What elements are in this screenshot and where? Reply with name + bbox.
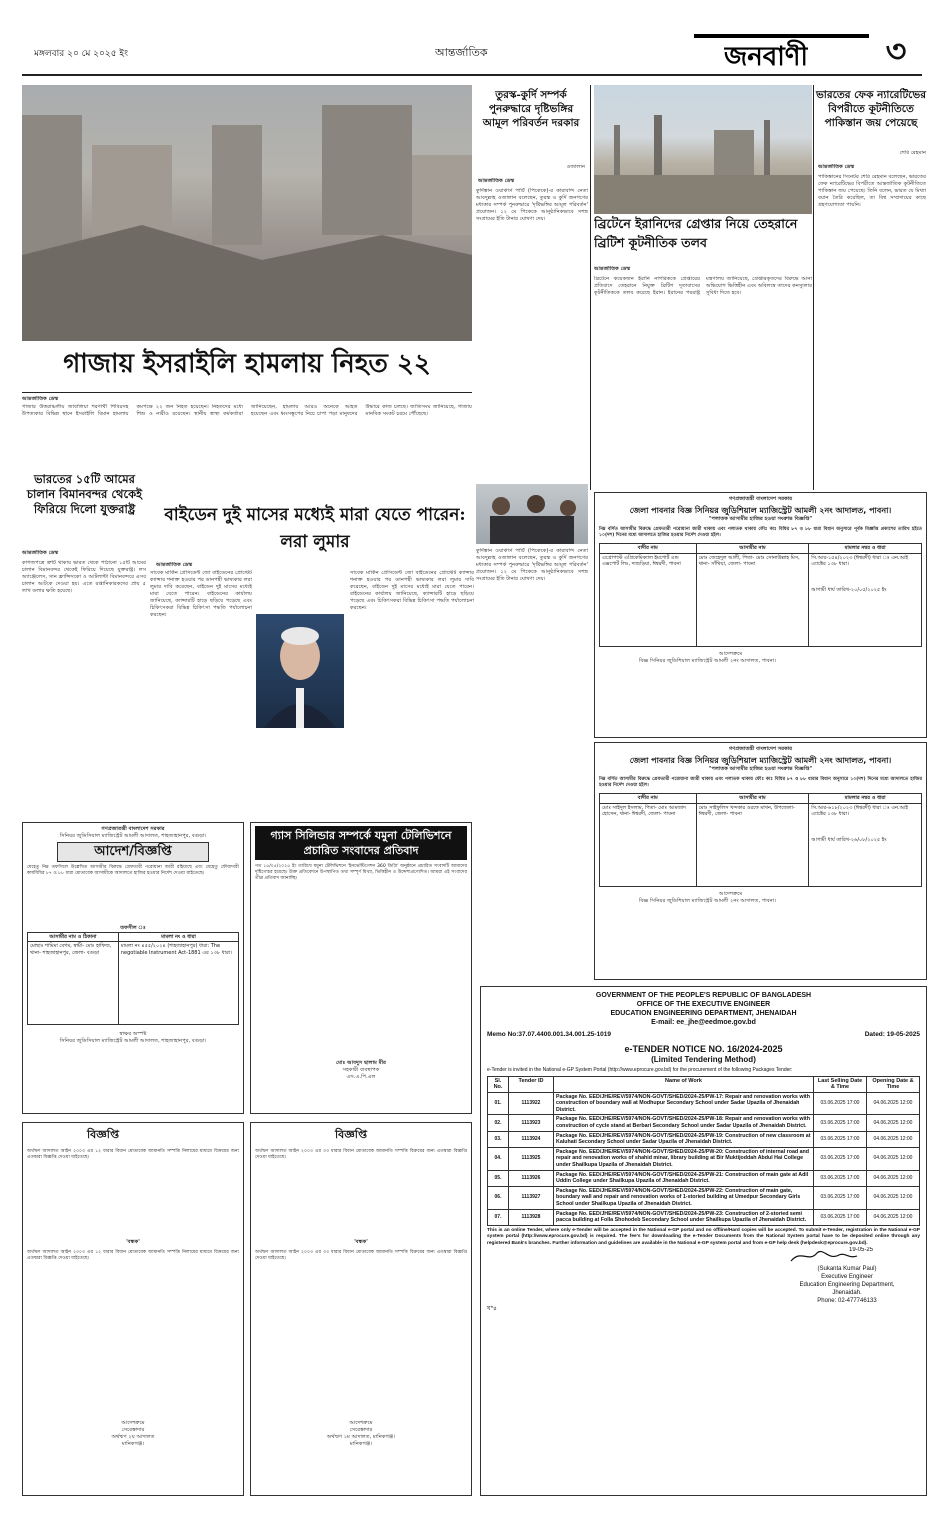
tender-table (487, 1076, 920, 1226)
mango-body: কাগজপত্রে ত্রুটি থাকায় ভারত থেকে পাঠানো ১৫টি আমের চালান বিমানবন্দর থেকেই ফিরিয়ে দিয়েছে যুক্তরাষ্ট্র। লস অ্যাঞ্জেলেস, সান ফ্রান্সিসকো ও আটলান্টা বিমানবন্দরে এসব চালান আটকে দেওয়া হয়। এতে রপ্তানিকারকদের প্রায় ৫ লাখ ডলার ক্ষতি হয়েছে। (22, 560, 146, 594)
court2-next-date: আগামী ধার্য তারিখ-২৬/০৮/২০২৫ ইং (811, 837, 887, 844)
tender-cell-open: 04.06.2025 12:00 (867, 1209, 920, 1225)
tender-email: E-mail: ee_jhe@eedmoe.gov.bd (651, 1019, 756, 1026)
mango-desk: আন্তর্জাতিক ডেস্ক (22, 550, 59, 556)
tender-cell-id: 1113922 (509, 1092, 554, 1115)
tender-cell-id: 1113927 (509, 1186, 554, 1209)
tender-sign-name: (Sukanta Kumar Paul) (817, 1266, 877, 1273)
gas-title: গ্যাস সিলিন্ডার সম্পর্কে যমুনা টেলিভিশনে প্রচারিত সংবাদের প্রতিবাদ (255, 826, 467, 860)
notice-left-table (27, 932, 239, 1025)
britain-body: ব্রিটেনে কয়েকজন ইরানি নাগরিককে গ্রেপ্তারের প্রতিবাদে তেহরানে নিযুক্ত ব্রিটিশ দূতাবাসের কূটনীতিককে তলব করেছে ইরান। ইরানের পররাষ্ট্র মন্ত্রণালয় জানিয়েছে, গ্রেপ্তারকৃতদের বিরুদ্ধে আনা অভিযোগ ভিত্তিহীন এবং অবিলম্বে তাদের কনস্যুলার সুবিধা দিতে হবে। (594, 276, 812, 296)
logo-text: জনবাণী (724, 42, 808, 70)
court2-body: নিম্ন বর্ণিত আসামীর বিরুদ্ধে গ্রেফতারী পরোয়ানা জারী থাকায় এবং পলাতক থাকায় ফৌঃ কাঃ বিধির ৮৭ ও ৮৮ ধারার বিধান অনুসারে ১০(দশ) দিনের মধ্যে আদালতে হাজির হওয়ার নির্দেশ দেওয়া হইল। (599, 777, 922, 789)
turkey-body: কুর্দিস্তান ওয়ার্কার্স পার্টি (পিকেকে)-র কারাবন্দি নেতা আবদুল্লাহ ওজালান বলেছেন, তুরস্ক ও কুর্দি জনগণের মধ্যকার সম্পর্ক পুনরুদ্ধারে 'দৃষ্টিভঙ্গির আমূল পরিবর্তন' প্রয়োজন। ১২ মে পিকেকে আনুষ্ঠানিকভাবে সশস্ত্র সংগ্রামের ইতি টানার ঘোষণা দেয়। (476, 188, 588, 222)
tender-row (488, 1131, 920, 1147)
refinery-image (594, 85, 812, 215)
bigyapti1-footer-2: সেরেস্তাদার (121, 1427, 145, 1433)
biden-photo (256, 614, 344, 728)
col-divider-2 (813, 85, 814, 490)
tender-cell-open: 04.06.2025 12:00 (867, 1115, 920, 1131)
biden-body-right: সাবেক মার্কিন প্রেসিডেন্ট জো বাইডেনের প্রোস্টেট ক্যান্সার শনাক্ত হওয়ার পর ডানপন্থী ভাষ্যকার লরা লুমার দাবি করেছেন, বাইডেন দুই মাসের মধ্যেই মারা যেতে পারেন। বাইডেনের কার্যালয় জানিয়েছে, ক্যান্সারটি হাড়ে ছড়িয়ে পড়েছে এবং চিকিৎসকরা বিভিন্ন চিকিৎসা পদ্ধতি পর্যালোচনা করছেন। (350, 570, 474, 611)
tender-row (488, 1209, 920, 1225)
tender-cell-sl: 05. (488, 1170, 509, 1186)
gaza-photo (22, 85, 472, 341)
court1-gov: গণপ্রজাতন্ত্রী বাংলাদেশ সরকার (728, 496, 793, 502)
tender-cell-sl: 01. (488, 1092, 509, 1115)
tender-cell-sl: 04. (488, 1147, 509, 1170)
court2-plaintiff: মোঃ সাইদুল ইসলাম, পিতা- মোঃ আমজাদ হোসেন, থানা- ঈশ্বরদী, জেলা- পাবনা (600, 803, 697, 886)
bigyapti1-footer-3: অর্থঋণ ২য় আদালত (111, 1434, 155, 1440)
court-notice-2 (594, 742, 927, 980)
tender-cell-open: 04.06.2025 12:00 (867, 1131, 920, 1147)
tender-sign-date: 19-05-25 (849, 1247, 874, 1254)
bigyapti2-footer-4: মানিকগঞ্জ। (349, 1441, 373, 1447)
tender-footnote: This is an online Tender, where only e-Tender will be accepted in the National e-GP portal and no offline/Hard copies will be accepted. To submit e-Tender, registration in the National e-GP system portal (http://www.eprocure.gov.bd) is required. The fee's for downloading the e-Tender Documents from the National System portal have to be deposited online through any registered Bank's branches. Further information and guidelines are available in the National e-GP system portal and from e-GP help desk (helpdesk@eprocure.gov.bd). (487, 1227, 920, 1246)
tender-cell-sell: 03.06.2025 17:00 (814, 1186, 867, 1209)
tender-row (488, 1115, 920, 1131)
court2-court: জেলা পাবনার বিজ্ঞ সিনিয়র জুডিশিয়াল ম্যাজিস্ট্রেট আমলী ২নং আদালত, পাবনা। (629, 756, 892, 765)
gas-sign-name: মোঃ আবদুস ছালাম মীর (336, 1060, 386, 1066)
gas-notice (250, 822, 472, 1114)
portrait-image (256, 614, 344, 728)
court2-table (599, 793, 922, 886)
court1-court: জেলা পাবনার বিজ্ঞ সিনিয়র জুডিশিয়াল ম্যাজিস্ট্রেট আমলী ২নং আদালত, পাবনা। (629, 506, 892, 515)
notice-left-title: আদেশ/বিজ্ঞপ্তি (57, 842, 209, 862)
turkey-headline: তুরস্ক-কুর্দি সম্পর্ক পুনরুদ্ধারে দৃষ্টিভঙ্গির আমূল পরিবর্তন দরকার (482, 89, 580, 129)
bigyapti1-body-2: অর্থঋণ আদালত আইন ২০০৩ এর ১২ ধারার বিধান মোতাবেক জামানতি সম্পত্তি নিলামের মাধ্যমে বিক্রয়ের জন্য এতদ্বারা বিজ্ঞপ্তি দেওয়া যাইতেছে। (27, 1250, 239, 1262)
court1-col-plaintiff: বাদীর নাম (600, 544, 697, 553)
bigyapti2-footer-1: আদেশক্রমে (349, 1420, 373, 1426)
tender-code: ঘ*৪ (487, 1306, 497, 1313)
court1-col-case: মামলার নম্বর ও ধারা (809, 544, 922, 553)
tender-notice (480, 986, 927, 1496)
tender-cell-sell: 03.06.2025 17:00 (814, 1092, 867, 1115)
court2-order: আদেশক্রমে (719, 890, 743, 897)
protest-photo (476, 484, 588, 544)
turkey-desk: আন্তর্জাতিক ডেস্ক (478, 178, 515, 184)
tender-col-header: Name of Work (554, 1077, 814, 1093)
tender-col-header: Opening Date & Time (867, 1077, 920, 1093)
tender-cell-sell: 03.06.2025 17:00 (814, 1170, 867, 1186)
court1-subtitle: "পলাতক আসামীর হাজির হওয়া সংক্রান্ত বিজ্ঞপ্তি" (708, 516, 813, 522)
tender-method: (Limited Tendering Method) (651, 1055, 756, 1064)
tender-cell-sl: 07. (488, 1209, 509, 1225)
notice-left-sign: স্বাক্ষর অস্পষ্ট (119, 1031, 147, 1038)
bigyapti1-footer-4: মানিকগঞ্জ। (121, 1441, 145, 1447)
notice-left-sign-office: সিনিয়র জুডিসিয়াল ম্যাজিস্ট্রেট আমলী আদালত, শাহজাহানপুর, বগুড়া। (59, 1038, 207, 1045)
court2-col-case: মামলার নম্বর ও ধারা (809, 794, 922, 803)
court1-next-date: আগামী ধার্য তারিখ-২০/০৫/২০২৫ ইং (811, 587, 887, 594)
notice-left-col-accused: আসামীর নাম ও ঠিকানা (28, 933, 119, 942)
tender-cell-sl: 06. (488, 1186, 509, 1209)
court2-case: সি.আর-৬১৮/২০২৩ (ঈশ্বরদী) ধারা ঃ এন.আই এ্যাক্টের ১৩৮ ধারা। (811, 804, 909, 817)
tender-cell-work: Package No. EED/JHE/REV/5974/NON-GOVT/SHED/2024-25/PW-19: Construction of new classroom at Kaluhati Secondary School under Sadar Upazila of Jhenaidah District. (554, 1131, 814, 1147)
tender-cell-work: Package No. EED/JHE/REV/5974/NON-GOVT/SHED/2024-25/PW-21: Construction of main gate at Adil Uddin College under Shailkupa Upazila of Jhenaidah District. (554, 1170, 814, 1186)
tender-cell-sell: 03.06.2025 17:00 (814, 1115, 867, 1131)
tender-cell-open: 04.06.2025 12:00 (867, 1147, 920, 1170)
tender-cell-id: 1113928 (509, 1209, 554, 1225)
tender-cell-sell: 03.06.2025 17:00 (814, 1147, 867, 1170)
tender-row (488, 1186, 920, 1209)
tender-cell-sell: 03.06.2025 17:00 (814, 1131, 867, 1147)
bigyapti1-subtitle: 'বন্ধক' (126, 1239, 140, 1245)
court1-col-accused: আসামীর নাম (696, 544, 809, 553)
notice-left-gov: গণপ্রজাতন্ত্রী বাংলাদেশ সরকার (101, 826, 165, 832)
court2-col-plaintiff: বাদীর নাম (600, 794, 697, 803)
gas-sign-company: এস.এ.পি.এল (346, 1074, 376, 1080)
bigyapti2-body-2: অর্থঋণ আদালত আইন ২০০৩ এর ৩৩ ধারার বিধান মোতাবেক জামানতি সম্পত্তি বিক্রয়ের জন্য এতদ্বারা বিজ্ঞপ্তি দেওয়া যাইতেছে। (255, 1250, 467, 1262)
gas-sign-title: সহকারী ব্যবস্থাপক (342, 1067, 380, 1073)
tender-row (488, 1170, 920, 1186)
tender-row (488, 1147, 920, 1170)
bigyapti2-footer-2: সেরেস্তাদার (349, 1427, 373, 1433)
tender-dept: EDUCATION ENGINEERING DEPARTMENT, JHENAIDAH (610, 1010, 797, 1017)
bigyapti2-subtitle: 'বন্ধক' (354, 1239, 368, 1245)
tender-cell-work: Package No. EED/JHE/REV/5974/NON-GOVT/SHED/2024-25/PW-17: Repair and renovation works with construction of boundary wall at Modhupur Secondary School under Sadar Upazila of Jhenaidah District. (554, 1092, 814, 1115)
tender-sign-title: Executive Engineer (821, 1274, 873, 1281)
gaza-rule (22, 392, 472, 393)
page-number: ৩ (885, 32, 907, 70)
notice-left-case: মামলা নং ৪৫৫/২০২৪ (শাহজাহানপুর) ধারা: The negotiable Instrument Act-1881 এর ১৩৮ ধারা। (118, 942, 238, 1025)
india-headline: ভারতের ফেক ন্যারেটিভের বিপরীতে কূটনীতিতে পাকিস্তান জয় পেয়েছে (815, 89, 926, 129)
bigyapti2-footer-3: অর্থঋণ ১ম আদালত, মানিকগঞ্জ। (326, 1434, 396, 1440)
tender-cell-work: Package No. EED/JHE/REV/5974/NON-GOVT/SHED/2024-25/PW-18: Repair and renovation works with construction of cycle stand at Berbari Secondary School under Sadar Upazila of Jhenaidah District. (554, 1115, 814, 1131)
tender-col-header: Sl. No. (488, 1077, 509, 1093)
tender-sign-block (777, 1265, 917, 1305)
tender-office: OFFICE OF THE EXECUTIVE ENGINEER (636, 1001, 771, 1008)
notice-left-col-case: মামলা নং ও ধারা (118, 933, 238, 942)
court1-body: নিম্ন বর্ণিত আসামীর বিরুদ্ধে গ্রেফতারী পরোয়ানা জারী থাকায় এবং পলাতক থাকায় ফৌঃ কাঃ বিধির ৮৭ ও ৮৮ ধারা বিধান অনুসারে পূর্বক বিজ্ঞপ্তি প্রকাশের তারিখ হইতে ১০(দশ) দিনের মধ্যে আদালতে হাজির হওয়ার নির্দেশ দেওয়া হইল। (599, 527, 922, 539)
tender-cell-id: 1113925 (509, 1147, 554, 1170)
crowd-image (476, 484, 588, 544)
tender-memo-row (487, 1031, 920, 1043)
bigyapti2-body: অর্থঋণ আদালত আইন ২০০৩ এর ৩৩ ধারার বিধান মোতাবেক জামানতি সম্পত্তি বিক্রয়ের জন্য এতদ্বারা বিজ্ঞপ্তি দেওয়া যাইতেছে। (255, 1149, 467, 1161)
britain-desk: আন্তর্জাতিক ডেস্ক (594, 266, 631, 272)
india-body: পাকিস্তানের সিনেটর শেরি রেহমান বলেছেন, ভারতের ফেক ন্যারেটিভের বিপরীতে আন্তর্জাতিক কূটনীতিতে পাকিস্তান জয় পেয়েছে। তিনি বলেন, ভারত যে মিথ্যা বয়ান তৈরি করেছিল, তা বিশ্ব সম্প্রদায়ের কাছে গ্রহণযোগ্যতা পায়নি। (818, 174, 926, 208)
tender-cell-id: 1113926 (509, 1170, 554, 1186)
tender-cell-open: 04.06.2025 12:00 (867, 1186, 920, 1209)
tender-gov: GOVERNMENT OF THE PEOPLE'S REPUBLIC OF BANGLADESH (595, 992, 812, 999)
gaza-desk: আন্তর্জাতিক ডেস্ক (22, 396, 59, 402)
court1-order: আদেশক্রমে (719, 650, 743, 657)
court2-col-accused: আসামীর নাম (696, 794, 809, 803)
tender-cell-open: 04.06.2025 12:00 (867, 1092, 920, 1115)
iran-photo (594, 85, 812, 215)
turkey-body-cont: কুর্দিস্তান ওয়ার্কার্স পার্টি (পিকেকে)-র কারাবন্দি নেতা আবদুল্লাহ ওজালান বলেছেন, তুরস্ক ও কুর্দি জনগণের মধ্যকার সম্পর্ক পুনরুদ্ধারে 'দৃষ্টিভঙ্গির আমূল পরিবর্তন' প্রয়োজন। ১২ মে পিকেকে আনুষ্ঠানিকভাবে সশস্ত্র সংগ্রামের ইতি টানার ঘোষণা দেয়। (476, 548, 588, 582)
tender-cell-open: 04.06.2025 12:00 (867, 1170, 920, 1186)
tender-dated: Dated: 19-05-2025 (864, 1031, 920, 1038)
col-divider-1 (590, 85, 591, 490)
court1-accused: মোঃ জেহেদুল আলী, পিতা- মোঃ সোনাউল্লাহ মিস, থানা- সাঁথিয়া, জেলা- পাবনা (696, 553, 809, 646)
tender-cell-id: 1113923 (509, 1115, 554, 1131)
bigyapti1-title: বিজ্ঞপ্তি (87, 1128, 119, 1141)
tender-cell-work: Package No. EED/JHE/REV/5974/NON-GOVT/SHED/2024-25/PW-20: Construction of internal road and repair and renovation works of shahid minar, library building at Bir Muktijoddah Abdul Hai College under Shailkupa Upazila of Jhenaidah District. (554, 1147, 814, 1170)
gas-body: গত ১৫/০৫/২০২৫ ইং তারিখে যমুনা টেলিভিশনে 'ইনভেস্টিগেশন 360 ডিগ্রি' অনুষ্ঠানে প্রচারিত সংবাদটি আমাদের দৃষ্টিগোচর হয়েছে। উক্ত প্রতিবেদনে উপস্থাপিত তথ্য সম্পূর্ণ মিথ্যা, ভিত্তিহীন ও উদ্দেশ্যপ্রণোদিত। আমরা এই সংবাদের তীব্র প্রতিবাদ জানাচ্ছি। (255, 864, 467, 882)
bigyapti-1 (22, 1122, 244, 1496)
tender-memo: Memo No:37.07.4400.001.34.001.25-1019 (487, 1031, 611, 1038)
issue-date: মঙ্গলবার ২০ মে ২০২৫ ইং (34, 49, 128, 59)
tender-phone: Phone: 02-477746133 (817, 1298, 877, 1305)
bigyapti1-footer-1: আদেশক্রমে (121, 1420, 145, 1426)
tender-col-header: Tender ID (509, 1077, 554, 1093)
biden-desk: আন্তর্জাতিক ডেস্ক (156, 562, 193, 568)
tender-cell-work: Package No. EED/JHE/REV/5974/NON-GOVT/SHED/2024-25/PW-22: Construction of main gate, boundary wall and repair and renovation works of 1-storied building at Umedpur Secondary Girls School under Shailkupa Upazila of Jhenaidah District. (554, 1186, 814, 1209)
notice-left-body: যেহেতু নিম্ন তফসিলে উল্লেখিত আসামীর বিরুদ্ধে গ্রেফতারী পরোয়ানা জারী রহিয়াছে এবং যেহেতু ফৌজদারী কার্যবিধির ৮৭ ও ৮৮ ধারা মোতাবেক আসামীকে আদালতে হাজির হওয়ার নির্দেশ দেওয়া যাইতেছে। (27, 865, 239, 877)
court1-table (599, 543, 922, 646)
tender-sign-dept: Education Engineering Department, (799, 1282, 895, 1289)
gaza-headline: গাজায় ইসরাইলি হামলায় নিহত ২২ (63, 349, 431, 379)
court1-case: সি.আর-১৫৪/২০২৩ (ঈশ্বরদী) ধারা ঃ এন.আই এ্যাক্টের ১৩৮ ধারা। (811, 554, 909, 567)
mango-headline: ভারতের ১৫টি আমের চালান বিমানবন্দর থেকেই ফিরিয়ে দিলো যুক্তরাষ্ট্র (26, 472, 143, 516)
tender-signature (787, 1247, 877, 1265)
court2-judge: বিজ্ঞ সিনিয়র জুডিশিয়াল ম্যাজিস্ট্রেট আমলী ২নং আদালত, পাবনা। (639, 897, 777, 904)
tender-sign-area (487, 1247, 920, 1317)
tender-invite: e-Tender is invited in the National e-GP System Portal (http://www.eprocure.gov.bd) for the procurement of the following Packages Tender: (487, 1067, 793, 1073)
court2-accused: মোঃ সাইফুলিস খন্দকার ওরফে মাখন, উপজেলা- ঈশ্বরদী, জেলা- পাবনা (696, 803, 809, 886)
tender-cell-sell: 03.06.2025 17:00 (814, 1209, 867, 1225)
notice-left-schedule: তফসীল ঃ (120, 925, 146, 931)
bigyapti1-body: অর্থঋণ আদালত আইন ২০০৩ এর ১২ ধারার বিধান মোতাবেক জামানতি সম্পত্তি নিলামের মাধ্যমে বিক্রয়ের জন্য এতদ্বারা বিজ্ঞপ্তি দেওয়া যাইতেছে। (27, 1149, 239, 1161)
biden-body-left: সাবেক মার্কিন প্রেসিডেন্ট জো বাইডেনের প্রোস্টেট ক্যান্সার শনাক্ত হওয়ার পর ডানপন্থী ভাষ্যকার লরা লুমার দাবি করেছেন, বাইডেন দুই মাসের মধ্যেই মারা যেতে পারেন। বাইডেনের কার্যালয় জানিয়েছে, ক্যান্সারটি হাড়ে ছড়িয়ে পড়েছে এবং চিকিৎসকরা বিভিন্ন চিকিৎসা পদ্ধতি পর্যালোচনা করছেন। (150, 570, 252, 618)
india-desk: আন্তর্জাতিক ডেস্ক (818, 164, 855, 170)
turkey-author: ওজালান (566, 164, 585, 170)
tender-cell-sl: 03. (488, 1131, 509, 1147)
masthead-rule (22, 74, 922, 76)
notice-left (22, 822, 244, 1114)
tender-cell-work: Package No. EED/JHE/REV/5974/NON-GOVT/SHED/2024-25/PW-23: Construction of 2-storied semi pacca building at Folla Shohodeb Secondary School under Shailkupa Upazila of Jhenaidah District. (554, 1209, 814, 1225)
rubble-image (22, 85, 472, 341)
masthead (0, 0, 945, 82)
biden-headline: বাইডেন দুই মাসের মধ্যেই মারা যেতে পারেন: লরা লুমার (164, 505, 466, 552)
court1-case-cell (809, 553, 922, 646)
tender-cell-id: 1113924 (509, 1131, 554, 1147)
bigyapti2-title: বিজ্ঞপ্তি (335, 1128, 367, 1141)
britain-headline: ব্রিটেনে ইরানিদের গ্রেপ্তার নিয়ে তেহরানে ব্রিটিশ কূটনীতিক তলব (594, 214, 812, 260)
logo (694, 28, 869, 70)
section-label: আন্তর্জাতিক (435, 46, 488, 59)
court-notice-1 (594, 492, 927, 738)
court2-case-cell (809, 803, 922, 886)
tender-sign-place: Jhenaidah. (832, 1290, 862, 1297)
notice-left-accused: মোছাঃ শামিমা বেগম, স্বামী- মোঃ হাফিজ, থানা- শাহজাহানপুর, জেলা- বগুড়া (28, 942, 119, 1025)
court1-plaintiff: এগ্রোপাস্ট এগ্রিকেমিক্যাল ইমপোর্ট এন্ড এক্সপোর্ট লিঃ, দাশুড়িয়া, ঈশ্বরদী, পাবনা (600, 553, 697, 646)
india-author: শেরি রেহমান (899, 150, 926, 156)
bigyapti-2 (250, 1122, 472, 1496)
court2-subtitle: "পলাতক আসামীর হাজির হওয়া সংক্রান্ত বিজ্ঞপ্তি" (708, 766, 813, 772)
tender-col-header: Last Selling Date & Time (814, 1077, 867, 1093)
court1-judge: বিজ্ঞ সিনিয়র জুডিশিয়াল ম্যাজিস্ট্রেট আমলী ২নং আদালত, পাবনা। (639, 657, 777, 664)
tender-row (488, 1092, 920, 1115)
court2-gov: গণপ্রজাতন্ত্রী বাংলাদেশ সরকার (728, 746, 793, 752)
tender-title: e-TENDER NOTICE NO. 16/2024-2025 (624, 1044, 783, 1054)
tender-cell-sl: 02. (488, 1115, 509, 1131)
gaza-body: গাজার উত্তরাঞ্চলীয় জাবালিয়া শরণার্থী শিবিরসহ উপত্যকার বিভিন্ন স্থানে ইসরাইলি বিমান হামলায় কমপক্ষে ২২ জন নিহত হয়েছেন। নিহতদের মধ্যে শিশু ও নারীও রয়েছেন। স্থানীয় স্বাস্থ্য কর্মকর্তারা জানিয়েছেন, হামলায় আরও অনেকে আহত হয়েছেন এবং ধ্বংসস্তূপের নিচে চাপা পড়া মানুষদের উদ্ধারে কাজ চলছে। জাতিসংঘ জানিয়েছে, গাজায় মানবিক সংকট চরমে পৌঁছেছে। (22, 404, 472, 417)
notice-left-office: সিনিয়র জুডিসিয়াল ম্যাজিস্ট্রেট আমলী আদালত, শাহজাহানপুর, বগুড়া। (59, 833, 207, 839)
